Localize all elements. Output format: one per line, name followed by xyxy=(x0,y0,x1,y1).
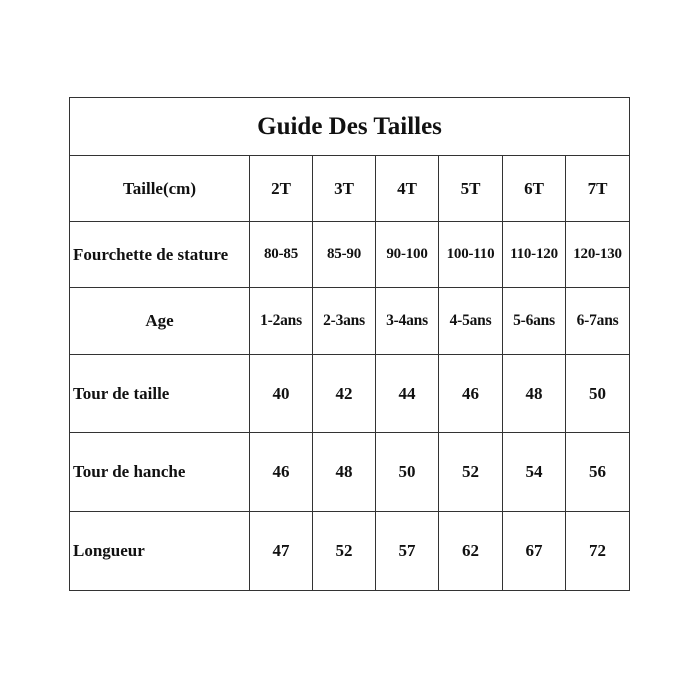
table-cell: 48 xyxy=(503,355,566,433)
table-cell: 90-100 xyxy=(376,222,439,288)
size-guide-table xyxy=(69,97,630,591)
table-cell: 52 xyxy=(313,512,376,591)
table-cell: 100-110 xyxy=(439,222,503,288)
size-header-cell: 4T xyxy=(376,156,439,222)
size-header-cell: 2T xyxy=(250,156,313,222)
table-row xyxy=(70,288,630,355)
table-cell: 80-85 xyxy=(250,222,313,288)
row-label: Age xyxy=(70,288,250,355)
table-cell: 52 xyxy=(439,433,503,512)
size-header-cell: 5T xyxy=(439,156,503,222)
size-header-cell: 3T xyxy=(313,156,376,222)
table-cell: 57 xyxy=(376,512,439,591)
table-cell: 110-120 xyxy=(503,222,566,288)
table-cell: 72 xyxy=(566,512,630,591)
table-title: Guide Des Tailles xyxy=(70,98,630,156)
header-row xyxy=(70,156,630,222)
size-header-cell: 7T xyxy=(566,156,630,222)
table-row xyxy=(70,433,630,512)
table-cell: 6-7ans xyxy=(566,288,630,355)
table-cell: 56 xyxy=(566,433,630,512)
table-cell: 44 xyxy=(376,355,439,433)
table-cell: 2-3ans xyxy=(313,288,376,355)
table-row xyxy=(70,222,630,288)
row-label: Longueur xyxy=(70,512,250,591)
table-cell: 50 xyxy=(566,355,630,433)
row-label: Tour de hanche xyxy=(70,433,250,512)
table-cell: 120-130 xyxy=(566,222,630,288)
table-cell: 3-4ans xyxy=(376,288,439,355)
size-header-label: Taille(cm) xyxy=(70,156,250,222)
row-label: Tour de taille xyxy=(70,355,250,433)
table-cell: 42 xyxy=(313,355,376,433)
table-cell: 50 xyxy=(376,433,439,512)
table-cell: 1-2ans xyxy=(250,288,313,355)
table-cell: 54 xyxy=(503,433,566,512)
size-header-cell: 6T xyxy=(503,156,566,222)
table-cell: 62 xyxy=(439,512,503,591)
table-cell: 48 xyxy=(313,433,376,512)
table-cell: 46 xyxy=(250,433,313,512)
row-label: Fourchette de stature xyxy=(70,222,250,288)
table-cell: 46 xyxy=(439,355,503,433)
table-cell: 4-5ans xyxy=(439,288,503,355)
table-cell: 85-90 xyxy=(313,222,376,288)
table-cell: 47 xyxy=(250,512,313,591)
table-row xyxy=(70,512,630,591)
table-cell: 67 xyxy=(503,512,566,591)
table-cell: 40 xyxy=(250,355,313,433)
table-cell: 5-6ans xyxy=(503,288,566,355)
title-row xyxy=(70,98,630,156)
table-row xyxy=(70,355,630,433)
